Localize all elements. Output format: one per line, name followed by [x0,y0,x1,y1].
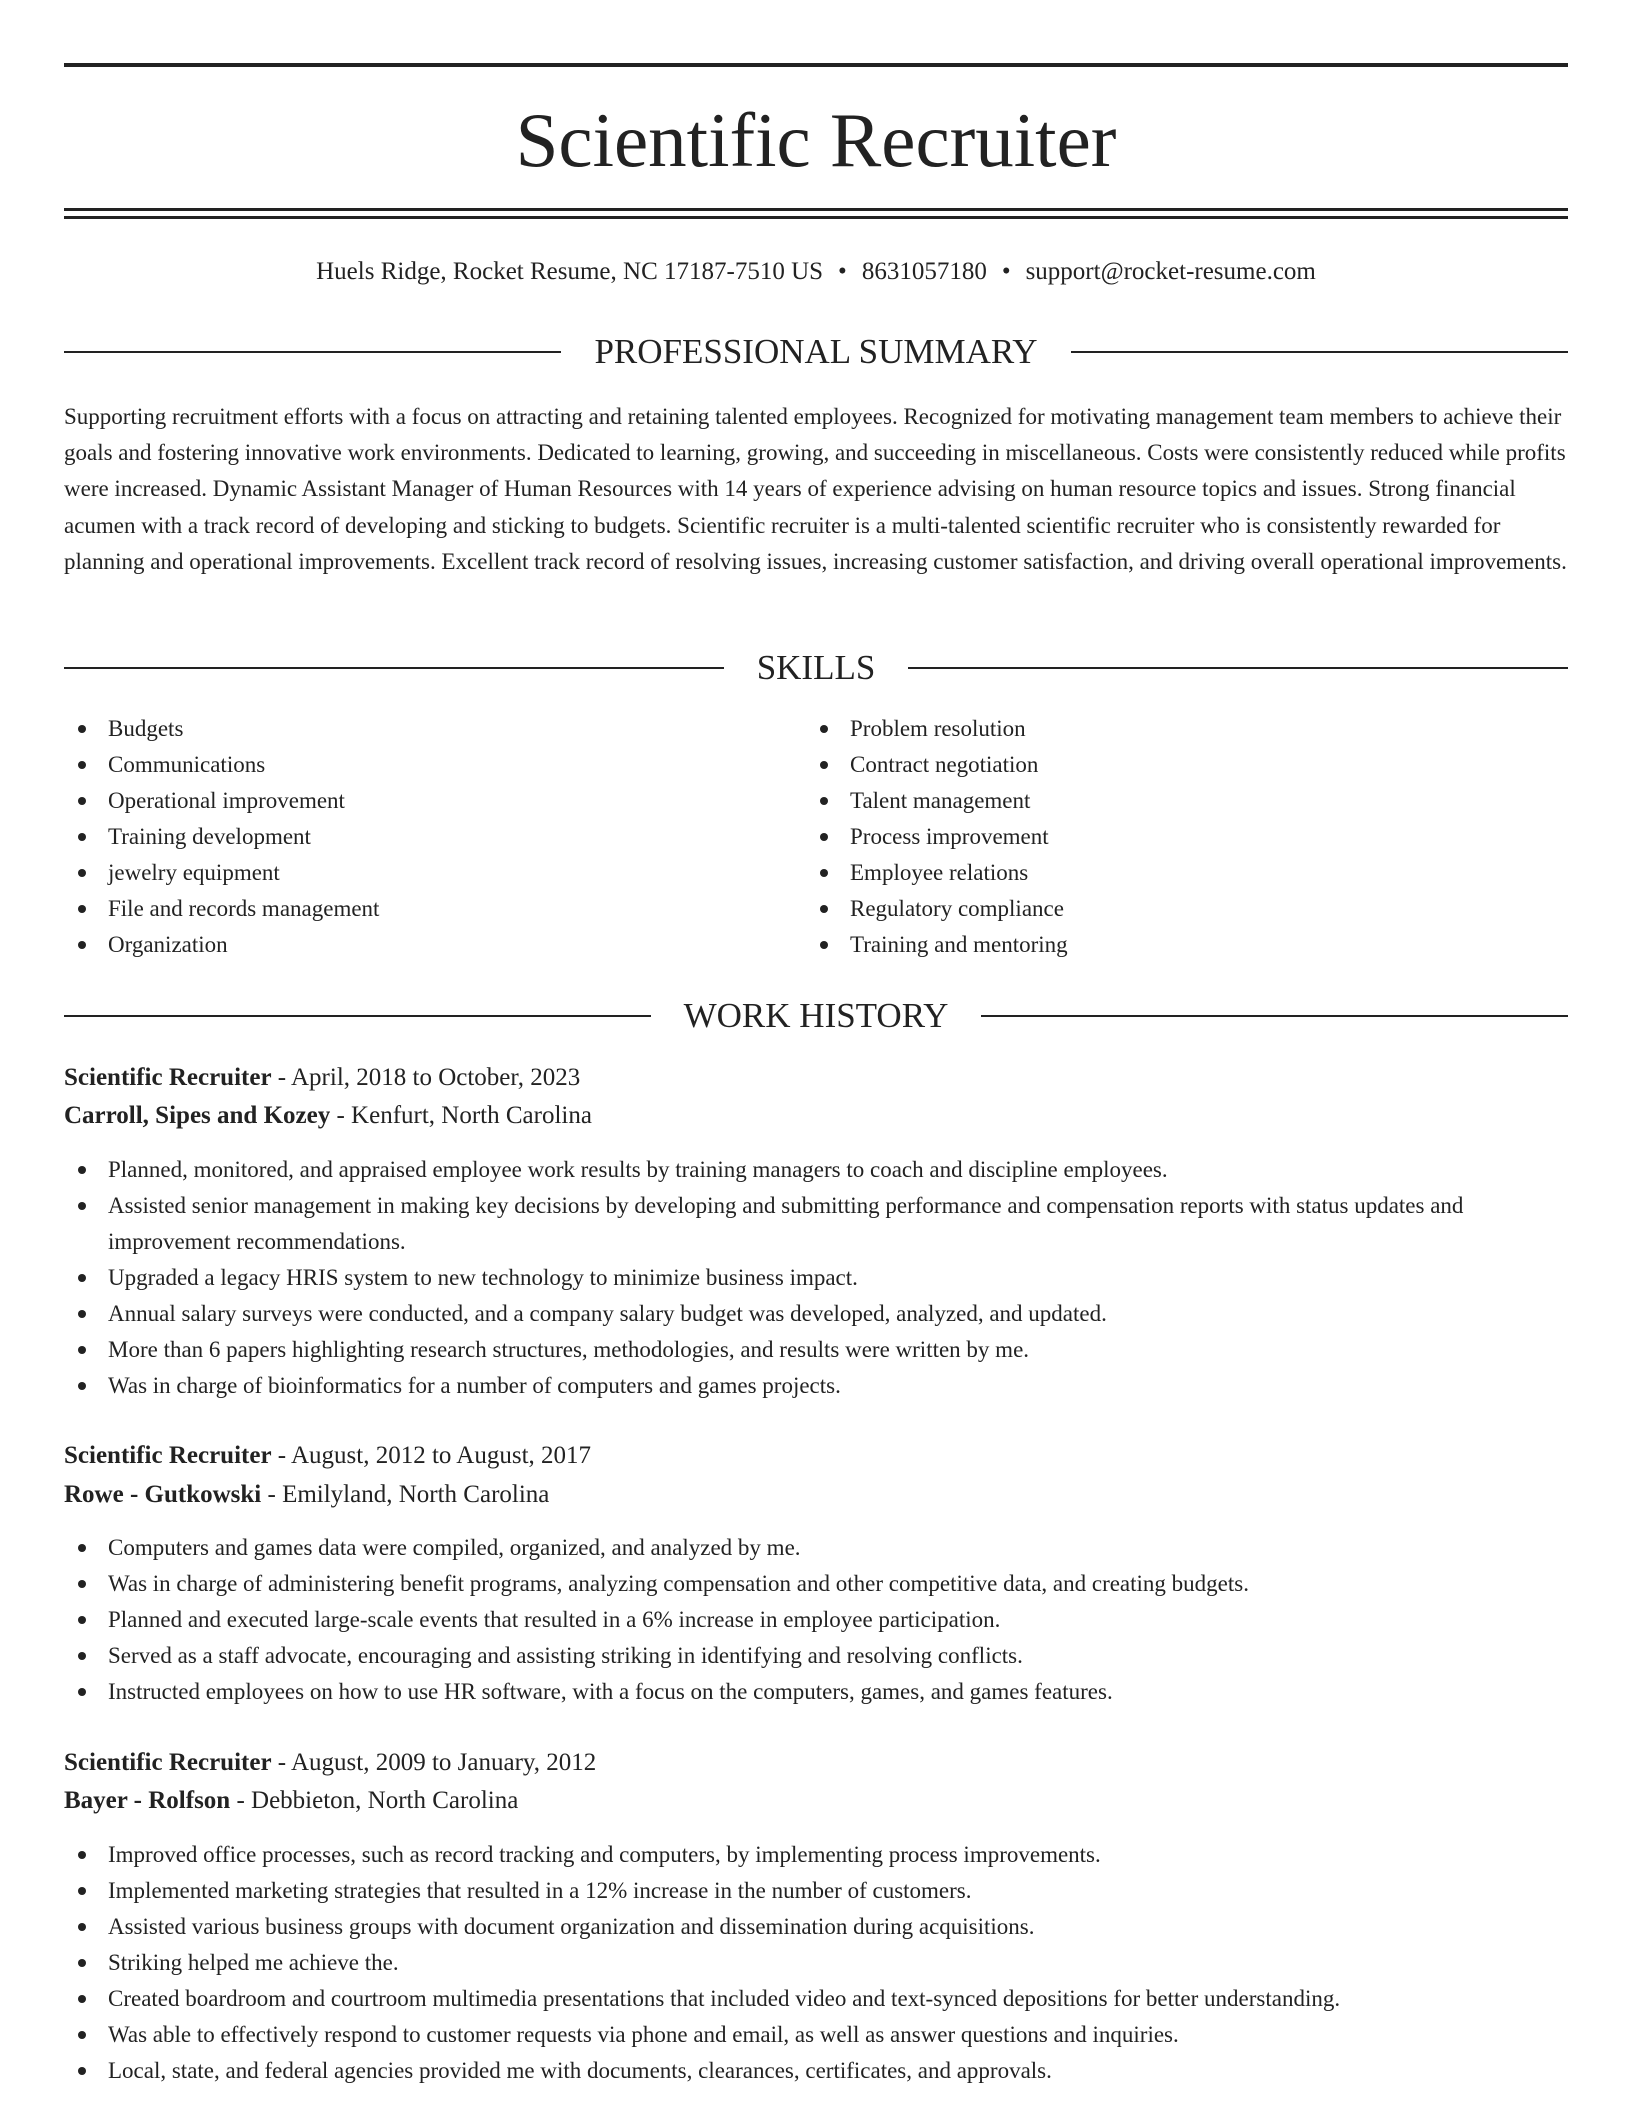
bullet-icon [820,797,828,805]
heading-rule-right [1071,351,1568,353]
bullet-icon [78,2067,86,2075]
bullet-icon [78,1274,86,1282]
job-bullets [64,1530,1568,1710]
skills-heading-title: SKILLS [756,648,876,687]
bullet-icon [820,761,828,769]
job-dates: - April, 2018 to October, 2023 [271,1064,581,1091]
job-bullet-text: More than 6 papers highlighting research structures, methodologies, and results were written by me. [108,1337,1030,1362]
job-company-line [64,1782,1568,1820]
skill-item [806,855,1506,891]
bullet-icon [78,1580,86,1588]
skill-label: Problem resolution [850,716,1026,741]
header-double-rule-upper [64,208,1568,211]
skill-label: Process improvement [850,824,1049,849]
skills-list-left [64,711,764,963]
job-dates: - August, 2009 to January, 2012 [271,1749,597,1776]
skill-item [806,891,1506,927]
bullet-icon [820,833,828,841]
job-title-line [64,1437,1568,1475]
bullet-icon [78,1202,86,1210]
contact-line [64,254,1568,290]
job-bullet [64,1296,1568,1332]
job-bullet-text: Served as a staff advocate, encouraging and assisting striking in identifying and resolving conflicts. [108,1643,1023,1668]
bullet-icon [78,1652,86,1660]
bullet-icon [78,797,86,805]
bullet-icon [820,725,828,733]
job-bullet [64,1332,1568,1368]
skill-label: Contract negotiation [850,752,1039,777]
job-company: Bayer - Rolfson [64,1787,231,1814]
contact-separator: • [838,258,847,285]
job-bullet [64,1152,1568,1188]
job-bullet-text: Was able to effectively respond to customer requests via phone and email, as well as answer questions and inquiries. [108,2022,1179,2047]
bullet-icon [78,1166,86,1174]
job-bullet [64,1260,1568,1296]
bullet-icon [78,1923,86,1931]
job-bullet [64,1674,1568,1710]
skill-item [64,711,764,747]
summary-heading-title: PROFESSIONAL SUMMARY [594,332,1038,371]
job-bullet-text: Striking helped me achieve the. [108,1950,399,1975]
skill-item [64,927,764,963]
work-history-heading-title: WORK HISTORY [683,996,949,1035]
skill-label: Operational improvement [108,788,345,813]
bullet-icon [78,1851,86,1859]
job-bullet [64,1566,1568,1602]
work-history-heading [64,992,1568,1040]
bullet-icon [78,941,86,949]
job-bullet-text: Upgraded a legacy HRIS system to new technology to minimize business impact. [108,1265,858,1290]
bullet-icon [78,1995,86,2003]
job-title: Scientific Recruiter [64,1442,272,1469]
job-bullet-text: Planned and executed large-scale events that resulted in a 6% increase in employee participation. [108,1607,1001,1632]
job-bullet-text: Assisted various business groups with document organization and dissemination during acquisitions. [108,1914,1035,1939]
skill-label: Employee relations [850,860,1029,885]
contact-phone: 8631057180 [861,258,987,285]
job-bullet-text: Planned, monitored, and appraised employee work results by training managers to coach and discipline employees. [108,1157,1168,1182]
skill-item [806,783,1506,819]
job-bullet-text: Computers and games data were compiled, organized, and analyzed by me. [108,1535,801,1560]
skill-item [64,819,764,855]
header-top-rule [64,63,1568,67]
heading-rule-right [908,667,1568,669]
bullet-icon [78,2031,86,2039]
bullet-icon [78,1688,86,1696]
contact-email: support@rocket-resume.com [1025,258,1316,285]
bullet-icon [78,1310,86,1318]
job-title: Scientific Recruiter [64,1749,272,1776]
job-bullet [64,1873,1568,1909]
job-bullet [64,1188,1568,1260]
job-bullet-text: Instructed employees on how to use HR software, with a focus on the computers, games, and games features. [108,1679,1113,1704]
job-bullet [64,1602,1568,1638]
job-bullet [64,1909,1568,1945]
job-bullets [64,1152,1568,1404]
job-location: - Debbieton, North Carolina [230,1787,519,1814]
job-title-line [64,1744,1568,1782]
job-bullet [64,1368,1568,1404]
skill-item [64,747,764,783]
bullet-icon [78,761,86,769]
skills-heading [64,644,1568,692]
bullet-icon [820,905,828,913]
job-company-line [64,1097,1568,1135]
contact-separator: • [1001,258,1011,285]
bullet-icon [78,833,86,841]
job-bullet-text: Implemented marketing strategies that resulted in a 12% increase in the number of customers. [108,1878,972,1903]
job-title-line [64,1059,1568,1097]
bullet-icon [820,869,828,877]
heading-rule-left [64,667,724,669]
skill-item [806,711,1506,747]
header-double-rule-lower [64,216,1568,219]
contact-address: Huels Ridge, Rocket Resume, NC 17187-7510 US [316,258,824,285]
summary-text: Supporting recruitment efforts with a focus on attracting and retaining talented employees. Recognized for motivating management team members to achieve their goals and fostering innovative work environments. Dedicated to learning, growing, and succeeding in miscellaneous. Costs were consistently reduced while profits were increased. Dynamic Assistant Manager of Human Resources with 14 years of experience advising on human resource topics and issues. Strong financial acumen with a track record of developing and sticking to budgets. Scientific recruiter is a multi-talented scientific recruiter who is consistently rewarded for planning and operational improvements. Excellent track record of resolving issues, increasing customer satisfaction, and driving overall operational improvements. [64,404,1567,574]
bullet-icon [78,1616,86,1624]
job-location: - Kenfurt, North Carolina [330,1102,592,1129]
job-bullet-text: Was in charge of administering benefit programs, analyzing compensation and other competitive data, and creating budgets. [108,1571,1249,1596]
job-bullet-text: Annual salary surveys were conducted, and a company salary budget was developed, analyzed, and updated. [108,1301,1107,1326]
summary-heading [64,328,1568,376]
skill-item [64,891,764,927]
heading-rule-left [64,351,561,353]
job-company-line [64,1476,1568,1514]
skills-list-right [806,711,1506,963]
job-bullet-text: Improved office processes, such as record tracking and computers, by implementing process improvements. [108,1842,1101,1867]
job-bullet-text: Created boardroom and courtroom multimedia presentations that included video and text-synced depositions for better understanding. [108,1986,1341,2011]
skill-label: File and records management [108,896,380,921]
bullet-icon [78,869,86,877]
job-company: Rowe - Gutkowski [64,1481,262,1508]
job-bullet [64,2017,1568,2053]
bullet-icon [78,1544,86,1552]
job-bullet-text: Assisted senior management in making key decisions by developing and submitting performance and compensation reports with status updates and improvement recommendations. [108,1193,1464,1254]
job-dates: - August, 2012 to August, 2017 [271,1442,592,1469]
bullet-icon [78,1887,86,1895]
resume-name: Scientific Recruiter [515,97,1117,183]
bullet-icon [78,725,86,733]
skill-label: Regulatory compliance [850,896,1064,921]
skill-label: Talent management [850,788,1031,813]
skill-item [806,927,1506,963]
skill-item [64,783,764,819]
job-bullet [64,1981,1568,2017]
skill-label: jewelry equipment [108,860,280,885]
bullet-icon [820,941,828,949]
job-company: Carroll, Sipes and Kozey [64,1102,331,1129]
job-bullet [64,1945,1568,1981]
skill-item [806,747,1506,783]
bullet-icon [78,905,86,913]
job-bullet [64,1530,1568,1566]
bullet-icon [78,1346,86,1354]
heading-rule-right [981,1015,1568,1017]
job-location: - Emilyland, North Carolina [261,1481,550,1508]
skill-label: Training and mentoring [850,932,1068,957]
job-bullets [64,1837,1568,2089]
heading-rule-left [64,1015,651,1017]
job-bullet-text: Was in charge of bioinformatics for a number of computers and games projects. [108,1373,841,1398]
job-bullet [64,1638,1568,1674]
skill-item [64,855,764,891]
skill-label: Training development [108,824,311,849]
skill-label: Organization [108,932,228,957]
bullet-icon [78,1382,86,1390]
job-bullet-text: Local, state, and federal agencies provided me with documents, clearances, certificates, and approvals. [108,2058,1052,2083]
job-bullet [64,1837,1568,1873]
skill-label: Budgets [108,716,184,741]
skill-item [806,819,1506,855]
bullet-icon [78,1959,86,1967]
skill-label: Communications [108,752,266,777]
job-bullet [64,2053,1568,2089]
job-title: Scientific Recruiter [64,1064,272,1091]
